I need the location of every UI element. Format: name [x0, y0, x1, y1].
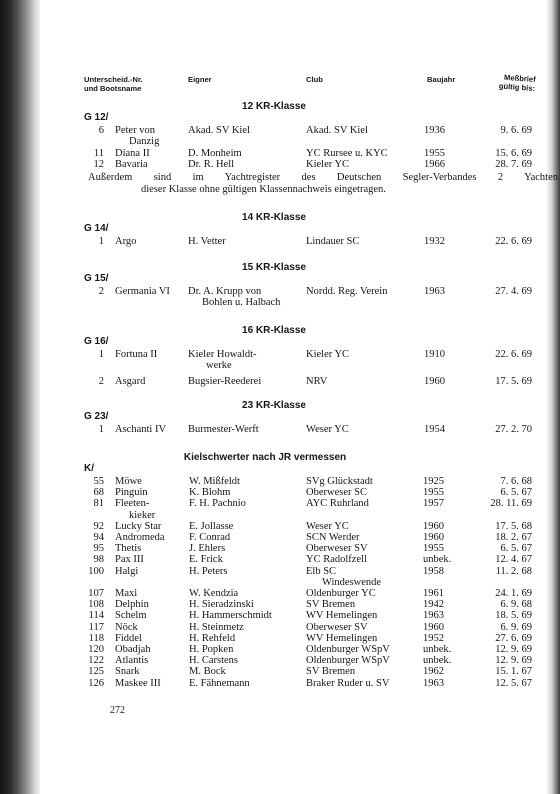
table-row: [84, 666, 560, 678]
build-year: 1963: [423, 677, 444, 689]
build-year: 1966: [424, 159, 445, 171]
header-valid-line2: gültig bis:: [498, 81, 536, 93]
owner-name: M. Bock: [189, 666, 226, 678]
valid-until-date: 18. 2. 67: [495, 532, 532, 543]
club-name: Braker Ruder u. SV: [306, 677, 390, 689]
owner-name: Dr. R. Hell: [188, 159, 235, 171]
boat-number: 118: [88, 632, 104, 644]
boat-number: 11: [93, 147, 104, 159]
club-name: Oberweser SC: [306, 487, 367, 499]
club-name: WV Hemelingen: [306, 632, 378, 644]
boat-name-continued: kieker: [129, 509, 156, 521]
club-name: SV Bremen: [306, 599, 356, 611]
club-name: Oldenburger WSpV: [306, 655, 390, 667]
owner-name: D. Monheim: [188, 147, 242, 159]
club-name: NRV: [306, 375, 328, 387]
owner-name-continued: Bohlen u. Halbach: [202, 297, 281, 309]
table-row: [84, 633, 560, 645]
club-name: Oldenburger YC: [306, 588, 376, 599]
table-row: [84, 588, 560, 600]
club-name: Weser YC: [306, 520, 349, 532]
boat-name: Obadjah: [115, 644, 151, 655]
table-row: [84, 349, 560, 361]
build-year: 1925: [423, 476, 444, 487]
book-spine-shadow: [0, 0, 40, 794]
owner-name: J. Ehlers: [189, 543, 226, 555]
boat-name: Schelm: [115, 610, 147, 622]
valid-until-date: 22. 6. 69: [495, 236, 532, 247]
class-note-line1: Außerdem sind im Yachtregister des Deutschen Segler-Verbandes 2 Yachten: [88, 171, 558, 183]
club-name: Elb SC: [306, 565, 337, 577]
club-name: Lindauer SC: [306, 236, 360, 247]
build-year: 1955: [424, 147, 445, 159]
club-name: SCN Werder: [306, 532, 360, 543]
section-group-code: G 14/: [84, 223, 109, 234]
valid-until-date: 9. 6. 69: [500, 125, 532, 136]
table-row-continuation: [84, 136, 560, 148]
book-page: [84, 0, 560, 794]
club-name: Oldenburger WSpV: [306, 644, 390, 655]
table-row: [84, 286, 560, 298]
boat-number: 92: [93, 520, 104, 532]
class-note: [88, 172, 558, 196]
owner-name-continued: werke: [206, 360, 232, 372]
table-row: [84, 678, 560, 690]
club-name: Akad. SV Kiel: [306, 125, 368, 136]
column-header-owner: Eigner: [188, 75, 212, 84]
boat-number: 122: [88, 655, 104, 667]
table-row: [84, 148, 560, 160]
section-group-code: K/: [84, 463, 94, 474]
build-year: 1955: [423, 487, 444, 499]
owner-name: H. Sieradzinski: [189, 599, 254, 611]
valid-until-date: 6. 9. 68: [500, 599, 532, 611]
section-title: 23 KR-Klasse: [242, 400, 306, 411]
boat-name: Snark: [115, 666, 140, 678]
boat-number: 100: [88, 565, 104, 577]
table-row: [84, 125, 560, 137]
build-year: 1958: [423, 565, 444, 577]
build-year: 1960: [423, 520, 444, 532]
boat-name: Fortuna II: [115, 349, 158, 360]
boat-number: 108: [88, 599, 104, 611]
boat-number: 94: [93, 532, 104, 543]
boat-name: Asgard: [115, 375, 146, 387]
club-name: Oberweser SV: [306, 621, 368, 633]
column-header-year: Baujahr: [427, 75, 456, 84]
club-name: Weser YC: [306, 424, 349, 435]
club-name: SV Bremen: [306, 666, 356, 678]
club-name-continued: Windeswende: [322, 576, 382, 588]
boat-number: 117: [88, 621, 104, 633]
build-year: 1957: [423, 498, 444, 510]
table-row-continuation: [84, 297, 560, 309]
boat-name: Fiddel: [115, 632, 142, 644]
boat-number: 55: [93, 476, 104, 487]
table-row: [84, 521, 560, 533]
section-group-code: G 12/: [84, 112, 109, 123]
table-row: [84, 476, 560, 488]
owner-name: F. H. Pachnio: [189, 498, 246, 510]
club-name: YC Rursee u. KYC: [306, 147, 388, 159]
club-name: SVg Glückstadt: [306, 476, 373, 487]
boat-name: Aschanti IV: [115, 424, 167, 435]
club-name: Oberweser SV: [306, 543, 368, 555]
valid-until-date: 12. 4. 67: [495, 554, 532, 566]
owner-name: H. Vetter: [188, 236, 226, 247]
build-year: 1932: [424, 236, 445, 247]
boat-number: 68: [93, 487, 104, 499]
boat-number: 81: [93, 498, 104, 510]
valid-until-date: 12. 9. 69: [495, 655, 532, 667]
table-row: [84, 644, 560, 656]
valid-until-date: 22. 6. 69: [495, 349, 532, 360]
boat-name: Andromeda: [115, 532, 165, 543]
valid-until-date: 27. 6. 69: [495, 632, 532, 644]
boat-name: Lucky Star: [115, 520, 162, 532]
owner-name: H. Hammerschmidt: [189, 610, 272, 622]
table-row: [84, 376, 560, 388]
section-title: Kielschwerter nach JR vermessen: [183, 452, 347, 463]
owner-name: E. Jollasse: [189, 520, 234, 532]
table-row-continuation: [84, 577, 560, 589]
boat-name: Fleeten-: [115, 498, 150, 510]
build-year: 1936: [424, 125, 445, 136]
build-year: 1942: [423, 599, 444, 611]
valid-until-date: 27. 2. 70: [495, 424, 532, 435]
section-group-code: G 16/: [84, 336, 109, 347]
table-row: [84, 554, 560, 566]
boat-name: Germania VI: [115, 286, 170, 297]
owner-name: Dr. A. Krupp von: [188, 286, 262, 297]
table-row: [84, 610, 560, 622]
valid-until-date: 7. 6. 68: [500, 476, 532, 487]
section-title: 15 KR-Klasse: [242, 262, 306, 273]
boat-number: 120: [88, 644, 104, 655]
build-year: 1910: [424, 349, 445, 360]
owner-name: Burmester-Werft: [188, 424, 259, 435]
build-year: 1960: [423, 532, 444, 543]
valid-until-date: 15. 1. 67: [495, 666, 532, 678]
table-row-continuation: [84, 510, 560, 522]
boat-number: 1: [98, 424, 104, 435]
valid-until-date: 28. 11. 69: [490, 498, 532, 510]
valid-until-date: 18. 5. 69: [495, 610, 532, 622]
header-boatname-label: und Bootsname: [84, 84, 142, 93]
build-year: 1963: [423, 610, 444, 622]
boat-name: Atlantis: [115, 655, 149, 667]
valid-until-date: 6. 5. 67: [500, 543, 532, 555]
build-year: 1955: [423, 543, 444, 555]
page-number: 272: [110, 705, 125, 716]
build-year: unbek.: [423, 554, 452, 566]
boat-number: 1: [98, 236, 104, 247]
valid-until-date: 28. 7. 69: [495, 159, 532, 171]
valid-until-date: 17. 5. 69: [495, 375, 532, 387]
boat-number: 107: [88, 588, 104, 599]
table-row: [84, 498, 560, 510]
table-row: [84, 424, 560, 436]
club-name: AYC Ruhrland: [306, 498, 369, 510]
owner-name: H. Peters: [189, 565, 228, 577]
boat-name: Diana II: [115, 147, 150, 159]
section-title: 14 KR-Klasse: [242, 212, 306, 223]
table-row: [84, 566, 560, 578]
owner-name: Akad. SV Kiel: [188, 125, 250, 136]
section-title: 16 KR-Klasse: [242, 325, 306, 336]
column-header-valid: [483, 71, 536, 93]
build-year: 1960: [423, 621, 444, 633]
owner-name: H. Carstens: [189, 655, 238, 667]
valid-until-date: 27. 4. 69: [495, 286, 532, 297]
table-row-continuation: [84, 360, 560, 372]
owner-name: E. Frick: [189, 554, 223, 566]
boat-name: Pinguin: [115, 487, 148, 499]
table-row: [84, 622, 560, 634]
club-name: WV Hemelingen: [306, 610, 378, 622]
table-row: [84, 487, 560, 499]
boat-name: Möwe: [115, 476, 142, 487]
boat-number: 95: [93, 543, 104, 555]
valid-until-date: 6. 5. 67: [500, 487, 532, 499]
build-year: 1962: [423, 666, 444, 678]
club-name: Kieler YC: [306, 159, 350, 171]
section-group-code: G 15/: [84, 273, 109, 284]
owner-name: K. Blohm: [189, 487, 231, 499]
club-name: Nordd. Reg. Verein: [306, 286, 388, 297]
boat-name: Argo: [115, 236, 137, 247]
valid-until-date: 17. 5. 68: [495, 520, 532, 532]
boat-number: 6: [98, 125, 104, 136]
boat-number: 98: [93, 554, 104, 566]
boat-name: Maxi: [115, 588, 138, 599]
valid-until-date: 24. 1. 69: [495, 588, 532, 599]
owner-name: F. Conrad: [189, 532, 231, 543]
build-year: 1954: [424, 424, 445, 435]
valid-until-date: 11. 2. 68: [495, 565, 532, 577]
boat-number: 2: [98, 286, 104, 297]
build-year: unbek.: [423, 644, 452, 655]
build-year: 1963: [424, 286, 445, 297]
build-year: 1952: [423, 632, 444, 644]
valid-until-date: 12. 5. 67: [495, 677, 532, 689]
boat-name: Thetis: [115, 543, 142, 555]
header-valid-line1: Meßbrief: [503, 72, 536, 84]
owner-name: Bugsier-Reederei: [188, 375, 262, 387]
valid-until-date: 15. 6. 69: [495, 147, 532, 159]
boat-number: 2: [98, 375, 104, 387]
club-name: YC Radolfzell: [306, 554, 367, 566]
owner-name: E. Fähnemann: [189, 677, 250, 689]
boat-name: Peter von: [115, 125, 155, 136]
section-title: 12 KR-Klasse: [242, 101, 306, 112]
table-row: [84, 159, 560, 171]
table-row: [84, 655, 560, 667]
boat-name: Halgi: [115, 565, 139, 577]
boat-name: Delphin: [115, 599, 149, 611]
header-number-label: Unterscheid.-Nr.: [84, 75, 143, 84]
build-year: 1961: [423, 588, 444, 599]
club-name: Kieler YC: [306, 349, 350, 360]
table-row: [84, 543, 560, 555]
column-header-club: Club: [306, 75, 323, 84]
valid-until-date: 6. 9. 69: [500, 621, 532, 633]
boat-name: Maskee III: [115, 677, 161, 689]
owner-name: H. Rehfeld: [189, 632, 236, 644]
owner-name: W. Kendzia: [189, 588, 239, 599]
boat-number: 114: [88, 610, 104, 622]
table-row: [84, 599, 560, 611]
boat-name: Pax III: [115, 554, 144, 566]
owner-name: W. Mißfeldt: [189, 476, 240, 487]
owner-name: H. Popken: [189, 644, 234, 655]
build-year: 1960: [424, 375, 445, 387]
boat-number: 1: [98, 349, 104, 360]
build-year: unbek.: [423, 655, 452, 667]
owner-name: Kieler Howaldt-: [188, 349, 257, 360]
section-group-code: G 23/: [84, 411, 109, 422]
class-note-line2: dieser Klasse ohne gültigen Klassennachweis eingetragen.: [141, 183, 386, 195]
owner-name: H. Steinmetz: [189, 621, 244, 633]
boat-number: 125: [88, 666, 104, 678]
valid-until-date: 12. 9. 69: [495, 644, 532, 655]
column-header-number-name: [84, 75, 143, 93]
boat-name: Bavaria: [115, 159, 148, 171]
boat-name-continued: Danzig: [129, 136, 160, 148]
table-row: [84, 236, 560, 248]
table-row: [84, 532, 560, 544]
boat-number: 126: [88, 677, 104, 689]
boat-number: 12: [93, 159, 104, 171]
boat-name: Nöck: [115, 621, 138, 633]
